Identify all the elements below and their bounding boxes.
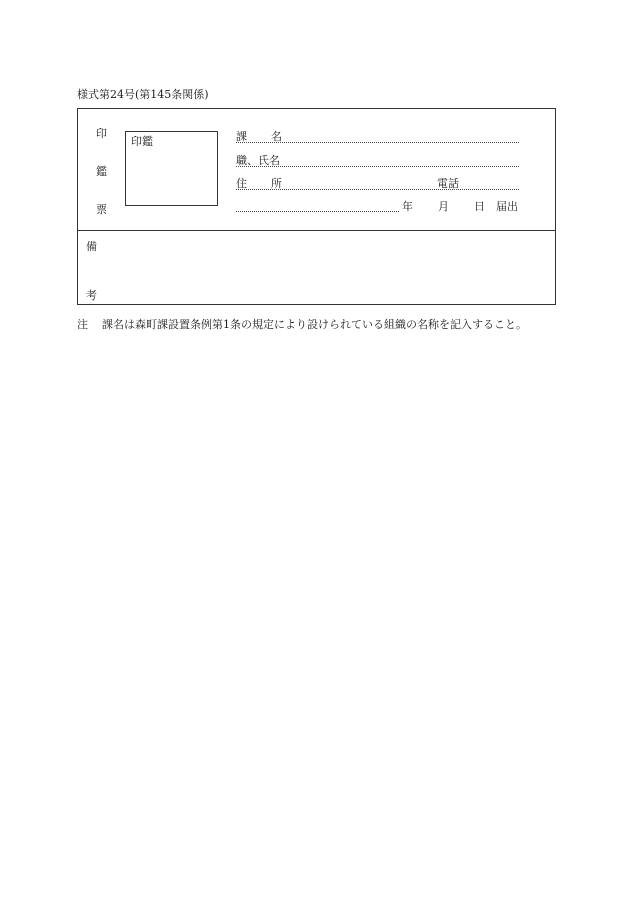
- position-name-line[interactable]: [236, 166, 519, 167]
- seal-stamp-label: 印鑑: [131, 135, 153, 148]
- form-title: 様式第24号(第145条関係): [77, 88, 209, 101]
- remarks-char-1: 備: [86, 240, 97, 253]
- footnote-text: 課名は森町課設置条例第1条の規定により設けられている組織の名称を記入すること。: [102, 318, 527, 331]
- side-label-char-2: 鑑: [96, 165, 107, 178]
- section-name-char-1: 課: [236, 130, 247, 143]
- section-name-line[interactable]: [236, 142, 519, 143]
- phone-label: 電話: [437, 177, 459, 190]
- address-char-2: 所: [271, 177, 282, 190]
- side-label-char-1: 印: [96, 127, 107, 140]
- position-name-label: 職、氏名: [236, 154, 280, 167]
- remarks-char-2: 考: [86, 289, 97, 302]
- address-phone-line[interactable]: [236, 189, 519, 190]
- footnote-label: 注: [77, 318, 88, 331]
- seal-section: [78, 109, 555, 231]
- address-char-1: 住: [236, 177, 247, 190]
- date-blank-line[interactable]: [236, 211, 399, 212]
- seal-stamp-box[interactable]: [125, 131, 218, 206]
- footnote: [77, 316, 527, 332]
- side-label-char-3: 票: [96, 203, 107, 216]
- seal-registration-form: [77, 108, 556, 305]
- day-label: 日: [474, 200, 485, 213]
- notification-label: 届出: [496, 200, 518, 213]
- month-label: 月: [438, 200, 449, 213]
- section-name-char-2: 名: [271, 130, 282, 143]
- year-label: 年: [402, 200, 413, 213]
